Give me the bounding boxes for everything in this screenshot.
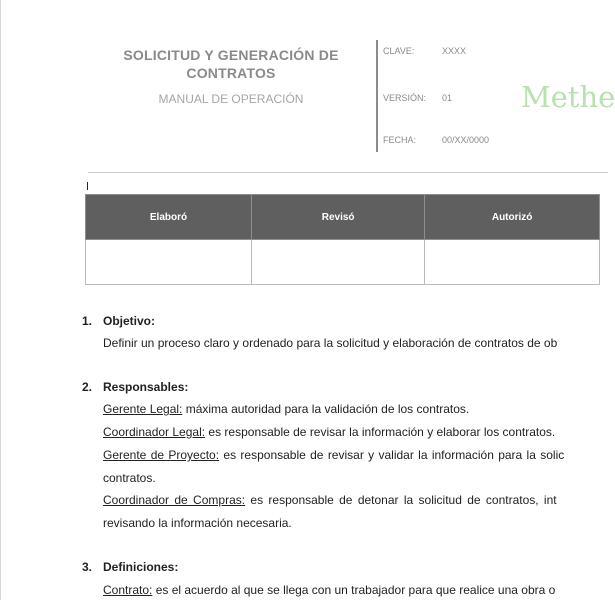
- signature-table: [85, 194, 600, 285]
- term-coordinador-legal: Coordinador Legal:: [103, 425, 206, 439]
- header-divider: [376, 40, 378, 152]
- signature-cell-elaboro[interactable]: [86, 240, 252, 285]
- desc-gerente-legal: máxima autoridad para la validación de los contratos.: [182, 402, 470, 416]
- version-label: VERSIÓN:: [383, 93, 427, 103]
- term-coordinador-compras: Coordinador de Compras:: [103, 493, 246, 507]
- document-title: [110, 46, 352, 82]
- term-contrato: Contrato:: [103, 583, 153, 597]
- document-title-line-1: SOLICITUD Y GENERACIÓN DE: [123, 47, 339, 63]
- section-3-number: 3.: [82, 560, 93, 574]
- section-2-title: Responsables:: [103, 380, 189, 394]
- signature-cell-reviso[interactable]: [252, 240, 425, 285]
- term-gerente-proyecto: Gerente de Proyecto:: [103, 448, 220, 462]
- section-1-title: Objetivo:: [103, 314, 156, 328]
- clave-label: CLAVE:: [383, 46, 415, 56]
- definicion-contrato: [103, 583, 555, 597]
- term-gerente-legal: Gerente Legal:: [103, 402, 183, 416]
- page-left-edge: [0, 0, 1, 600]
- responsable-coordinador-legal: [103, 425, 555, 439]
- version-value: 01: [442, 93, 453, 103]
- responsable-coordinador-compras-cont: revisando la información necesaria.: [103, 516, 292, 530]
- header-reviso: Revisó: [252, 195, 425, 240]
- text-cursor: [87, 182, 88, 190]
- responsable-gerente-proyecto-cont: contratos.: [103, 471, 156, 485]
- clave-value: XXXX: [442, 46, 467, 56]
- desc-coordinador-legal: es responsable de revisar la información y elaborar los contratos.: [205, 425, 556, 439]
- responsable-coordinador-compras: [103, 493, 557, 507]
- signature-cell-autorizo[interactable]: [425, 240, 600, 285]
- document-title-line-2: CONTRATOS: [186, 65, 276, 81]
- desc-gerente-proyecto: es responsable de revisar y validar la información para la solic: [219, 448, 565, 462]
- responsable-gerente-proyecto: [103, 448, 564, 462]
- fecha-value: 00/XX/0000: [442, 135, 490, 145]
- section-2-number: 2.: [82, 380, 93, 394]
- document-subtitle: MANUAL DE OPERACIÓN: [158, 92, 304, 106]
- signature-table-row: [86, 240, 600, 285]
- header-elaboro: Elaboró: [86, 195, 252, 240]
- company-logo: Methe: [521, 80, 615, 114]
- responsable-gerente-legal: [103, 402, 469, 416]
- desc-contrato: es el acuerdo al que se llega con un trabajador para que realice una obra o: [152, 583, 556, 597]
- header-rule: [88, 172, 608, 173]
- fecha-label: FECHA:: [383, 135, 417, 145]
- section-1-number: 1.: [82, 314, 93, 328]
- desc-coordinador-compras: es responsable de detonar la solicitud de contratos, int: [245, 493, 557, 507]
- signature-table-header-row: [86, 195, 600, 240]
- section-3-title: Definiciones:: [103, 560, 179, 574]
- header-autorizo: Autorizó: [425, 195, 600, 240]
- section-1-text: Definir un proceso claro y ordenado para la solicitud y elaboración de contratos de ob: [103, 336, 558, 350]
